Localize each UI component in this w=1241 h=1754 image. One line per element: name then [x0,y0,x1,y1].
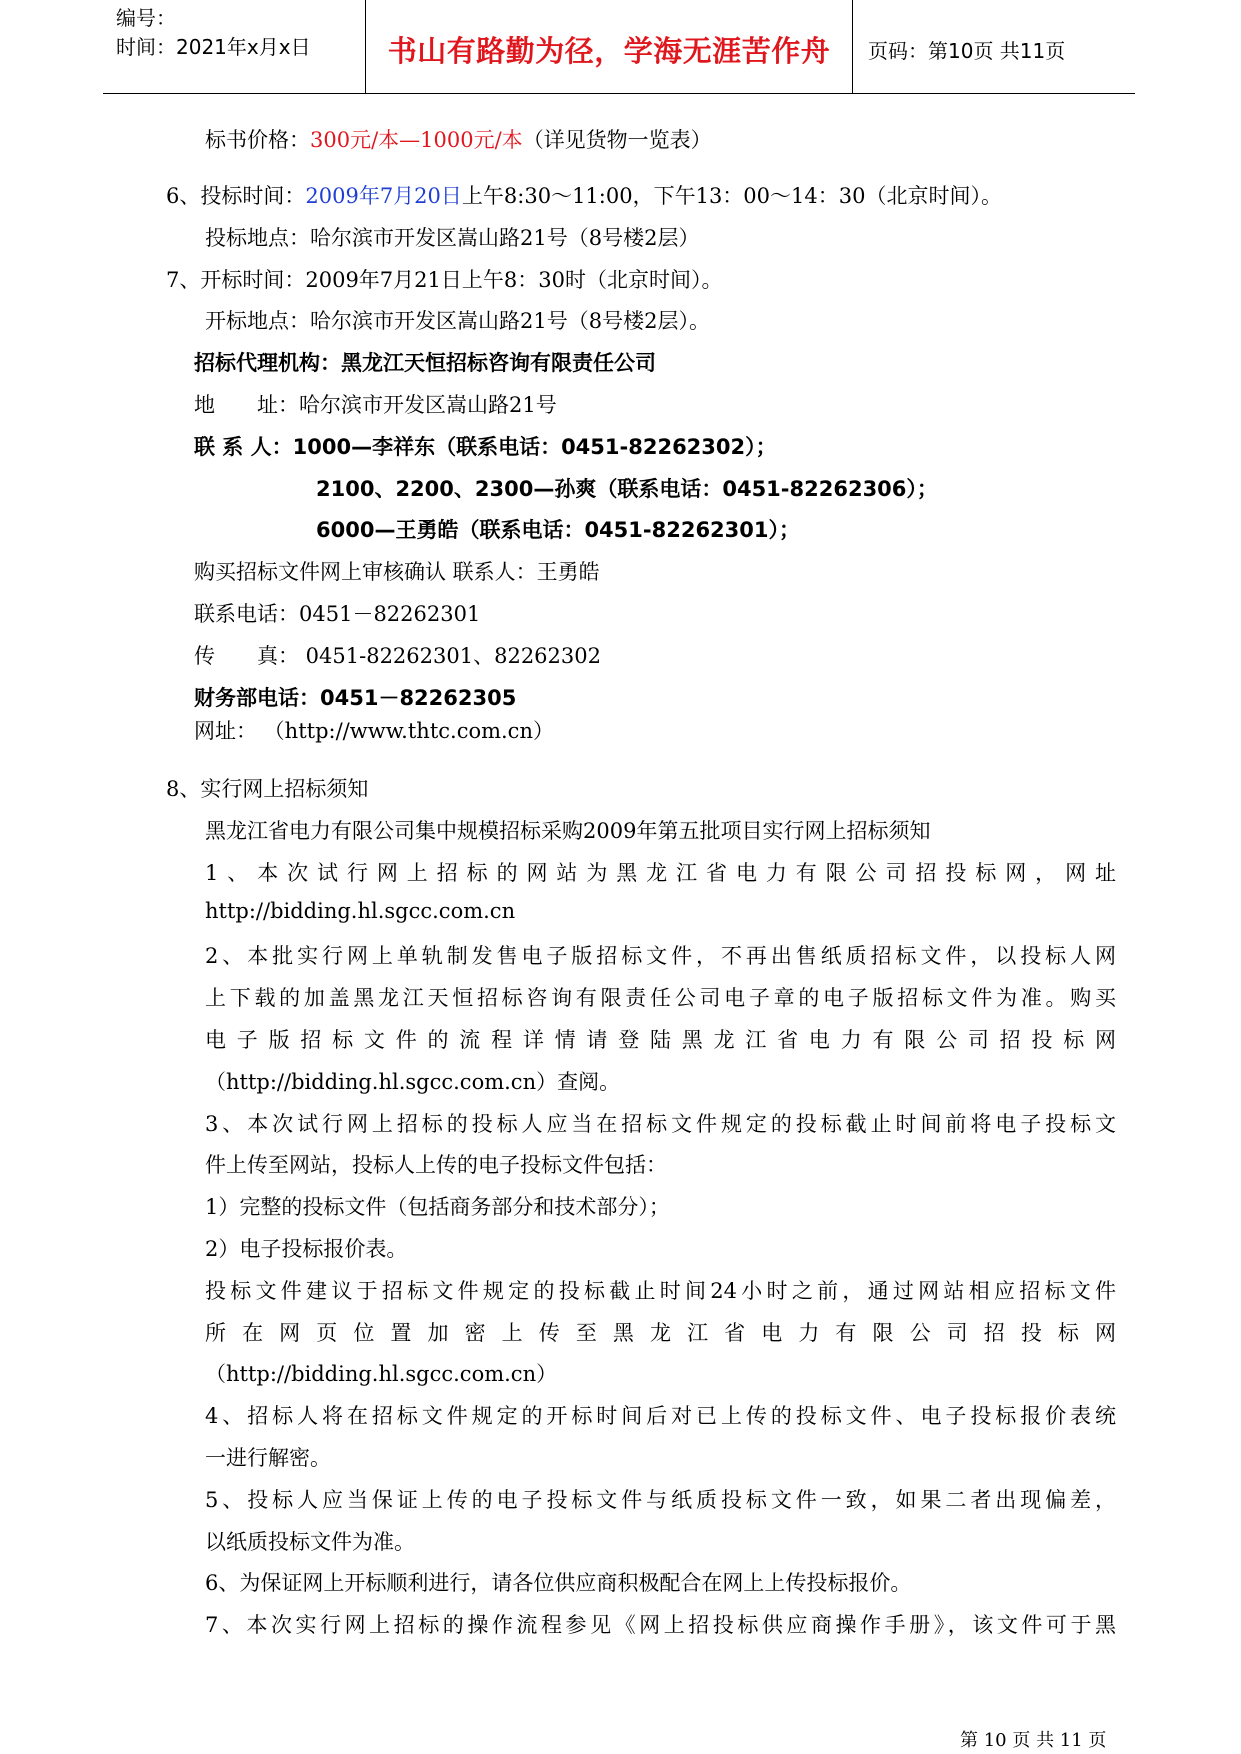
bid-time-date: 2009年7月20日 [305,184,462,208]
header-motto-cell [366,0,853,93]
item-4-b: 一进行解密。 [205,1446,331,1470]
item-3-d: 2）电子投标报价表。 [205,1237,408,1261]
contact-3: 6000—王勇皓（联系电话：0451-82262301）； [316,518,801,542]
open-place: 开标地点：哈尔滨市开发区嵩山路21号（8号楼2层）。 [205,309,710,333]
price-suffix: （详见货物一览表） [522,128,712,152]
price-line [205,124,712,154]
bid-time-line [166,180,1002,210]
page-number: 页码：第10页 共11页 [868,39,1066,63]
item-6: 6、为保证网上开标顺利进行，请各位供应商积极配合在网上上传投标报价。 [205,1571,912,1595]
item-3-f: 所在网页位置加密上传至黑龙江省电力有限公司招投标网 [205,1321,1116,1345]
item-2-d: （http://bidding.hl.sgcc.com.cn）查阅。 [205,1070,621,1094]
item-2-c: 电子版招标文件的流程详情请登陆黑龙江省电力有限公司招投标网 [205,1028,1116,1052]
item-2-b: 上下载的加盖黑龙江天恒招标咨询有限责任公司电子章的电子版招标文件为准。购买 [205,986,1116,1010]
item-2-a: 2、本批实行网上单轨制发售电子版招标文件，不再出售纸质招标文件，以投标人网 [205,944,1116,968]
address: 地 址：哈尔滨市开发区嵩山路21号 [194,393,557,417]
item-1-b: http://bidding.hl.sgcc.com.cn [205,899,516,923]
open-time: 7、开标时间：2009年7月21日上午8：30时（北京时间）。 [166,268,723,292]
header-meta [103,0,366,93]
fax: 传 真： 0451-82262301、82262302 [194,644,601,668]
item-5-b: 以纸质投标文件为准。 [205,1530,415,1554]
item-3-g: （http://bidding.hl.sgcc.com.cn） [205,1362,558,1386]
bid-place: 投标地点：哈尔滨市开发区嵩山路21号（8号楼2层） [205,226,700,250]
date-label: 时间：2021年x月x日 [116,35,311,59]
online-confirm: 购买招标文件网上审核确认 联系人：王勇皓 [194,560,600,584]
bid-time-prefix: 6、投标时间： [166,184,306,208]
contact-1: 联 系 人：1000—李祥东（联系电话：0451-82262302）； [194,435,777,459]
section-8-title: 8、实行网上招标须知 [166,777,369,801]
price-value: 300元/本—1000元/本 [310,128,523,152]
item-7: 7、本次实行网上招标的操作流程参见《网上招投标供应商操作手册》，该文件可于黑 [205,1613,1116,1637]
item-3-a: 3、本次试行网上招标的投标人应当在招标文件规定的投标截止时间前将电子投标文 [205,1112,1116,1136]
page-header [103,0,1135,94]
contact-2: 2100、2200、2300—孙爽（联系电话：0451-82262306）； [316,477,938,501]
phone: 联系电话：0451－82262301 [194,602,481,626]
item-5-a: 5、投标人应当保证上传的电子投标文件与纸质投标文件一致，如果二者出现偏差， [205,1488,1116,1512]
item-3-e: 投标文件建议于招标文件规定的投标截止时间24小时之前，通过网站相应招标文件 [205,1279,1116,1303]
header-page-cell [853,0,1135,93]
section-8-intro: 黑龙江省电力有限公司集中规模招标采购2009年第五批项目实行网上招标须知 [205,819,931,843]
finance-phone: 财务部电话：0451－82262305 [194,686,517,710]
website: 网址： （http://www.thtc.com.cn） [194,719,554,743]
bid-time-suffix: 上午8:30～11:00，下午13：00～14：30（北京时间）。 [461,184,1002,208]
agency: 招标代理机构：黑龙江天恒招标咨询有限责任公司 [194,351,656,375]
item-1-a: 1、本次试行网上招标的网站为黑龙江省电力有限公司招投标网，网址 [205,861,1116,885]
item-3-c: 1）完整的投标文件（包括商务部分和技术部分）； [205,1195,670,1219]
motto: 书山有路勤为径，学海无涯苦作舟 [387,34,831,68]
code-label: 编号： [116,6,176,30]
page-footer: 第 10 页 共 11 页 [960,1730,1107,1751]
item-4-a: 4、招标人将在招标文件规定的开标时间后对已上传的投标文件、电子投标报价表统 [205,1404,1116,1428]
item-3-b: 件上传至网站，投标人上传的电子投标文件包括： [205,1153,667,1177]
price-prefix: 标书价格： [205,128,310,152]
